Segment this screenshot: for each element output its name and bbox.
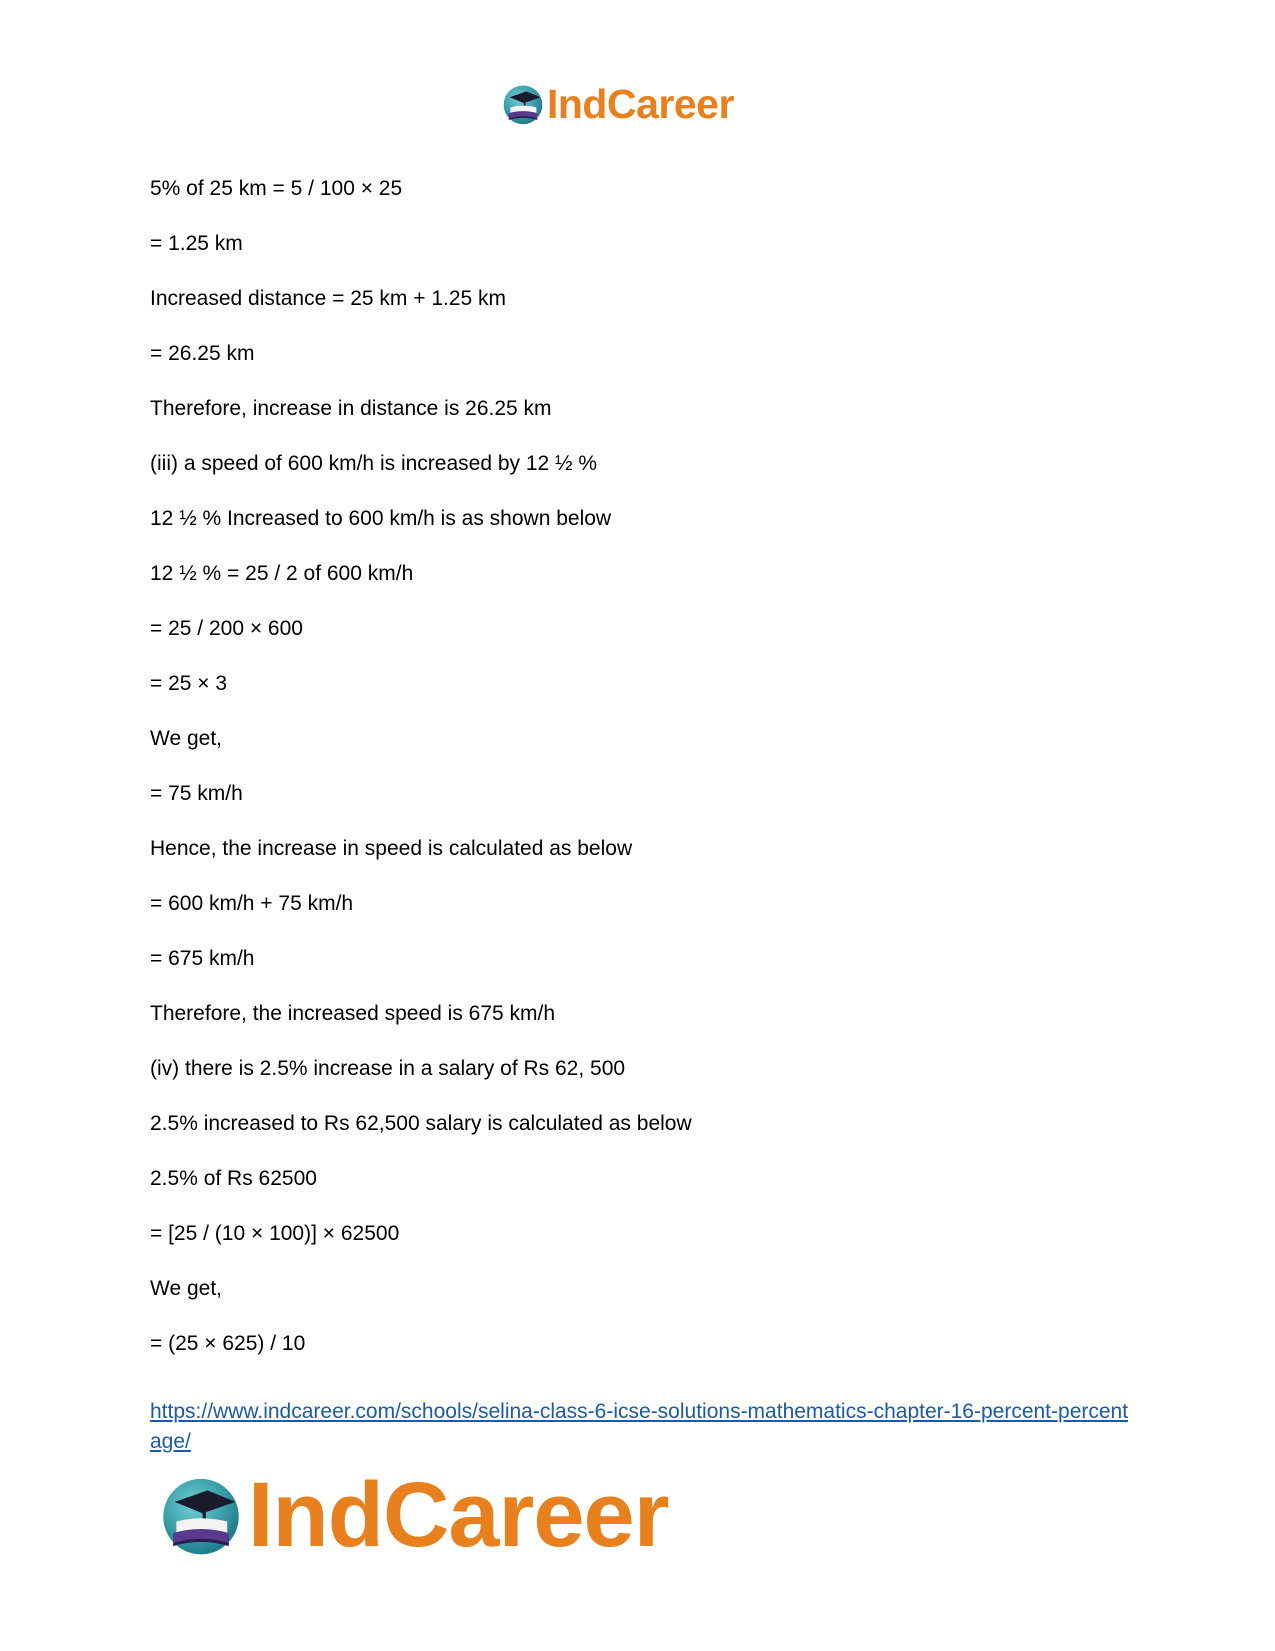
logo-book-icon xyxy=(502,83,544,125)
text-line: Increased distance = 25 km + 1.25 km xyxy=(150,287,507,310)
source-link[interactable]: https://www.indcareer.com/schools/selina-class-6-icse-solutions-mathematics-chapter-16-percent-percentage/ xyxy=(150,1400,1129,1453)
footer-logo-text: IndCareer xyxy=(248,1463,669,1566)
text-line: 5% of 25 km = 5 / 100 × 25 xyxy=(150,177,403,200)
logo-book-icon xyxy=(160,1474,242,1556)
text-line: Therefore, the increased speed is 675 km/h xyxy=(150,1002,556,1025)
text-line: = 25 / 200 × 600 xyxy=(150,617,303,640)
text-line: = 25 × 3 xyxy=(150,672,228,695)
text-line: We get, xyxy=(150,727,222,750)
text-line: (iii) a speed of 600 km/h is increased by 12 ½ % xyxy=(150,452,598,475)
text-line: = (25 × 625) / 10 xyxy=(150,1332,306,1355)
text-line: 12 ½ % Increased to 600 km/h is as shown below xyxy=(150,507,612,530)
text-line: = 1.25 km xyxy=(150,232,243,255)
header-logo-text: IndCareer xyxy=(547,80,734,127)
text-line: = 600 km/h + 75 km/h xyxy=(150,892,354,915)
text-line: = 26.25 km xyxy=(150,342,255,365)
text-line: = [25 / (10 × 100)] × 62500 xyxy=(150,1222,400,1245)
text-line: Therefore, increase in distance is 26.25 km xyxy=(150,397,552,420)
text-line: = 75 km/h xyxy=(150,782,243,805)
text-line: (iv) there is 2.5% increase in a salary of Rs 62, 500 xyxy=(150,1057,626,1080)
text-line: 2.5% increased to Rs 62,500 salary is calculated as below xyxy=(150,1112,692,1135)
text-line: We get, xyxy=(150,1277,222,1300)
text-line: Hence, the increase in speed is calculated as below xyxy=(150,837,633,860)
header-logo xyxy=(502,80,734,128)
text-line: = 675 km/h xyxy=(150,947,255,970)
text-line: 12 ½ % = 25 / 2 of 600 km/h xyxy=(150,562,414,585)
solution-text xyxy=(150,176,692,1386)
text-line: 2.5% of Rs 62500 xyxy=(150,1167,317,1190)
footer-logo xyxy=(160,1463,669,1566)
